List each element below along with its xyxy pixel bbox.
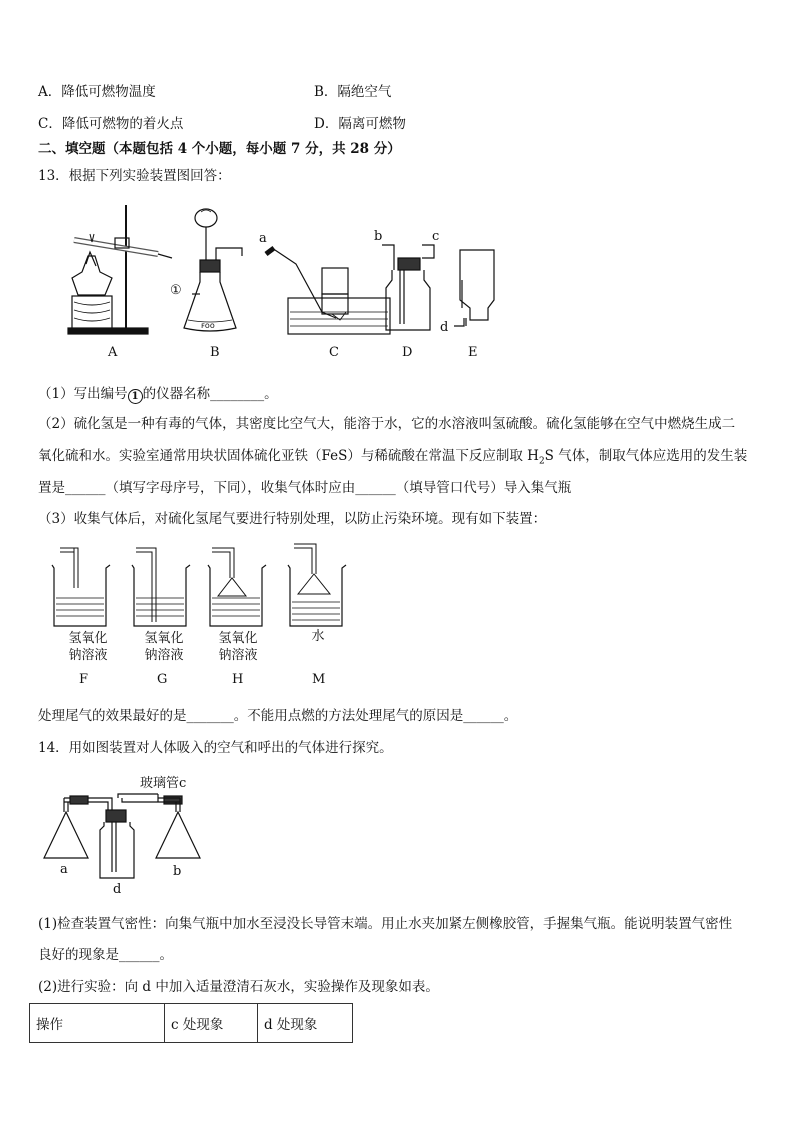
table-header-d: d 处现象 — [258, 1004, 353, 1043]
beaker-g-label-line1: 氢氧化 — [144, 631, 184, 646]
beaker-f-label-line1: 氢氧化 — [68, 631, 108, 646]
apparatus-a — [68, 205, 172, 334]
pipe-label-d: d — [440, 320, 449, 335]
q13-part1 — [38, 385, 278, 404]
q14-label-b: b — [173, 864, 182, 879]
option-a: A．降低可燃物温度 — [38, 84, 156, 100]
apparatus-e — [454, 250, 494, 326]
q14-table — [29, 1003, 353, 1043]
beaker-g-label-line2: 钠溶液 — [144, 648, 184, 663]
q14-part2: (2)进行实验：向 d 中加入适量澄清石灰水，实验操作及现象如表。 — [38, 979, 439, 995]
q13-part1-prefix: （1）写出编号 — [38, 386, 128, 402]
pipe-label-c: c — [432, 229, 440, 244]
beaker-m-label-line1: 水 — [311, 629, 325, 644]
q13-part1-suffix: 的仪器名称________。 — [142, 386, 278, 402]
q14-label-d: d — [113, 882, 122, 897]
fig-label-b: B — [210, 345, 220, 360]
h2s-subscript: 2 — [538, 456, 545, 467]
apparatus-b — [184, 209, 242, 331]
beaker-h-label-line2: 钠溶液 — [218, 648, 258, 663]
fig-label-c: C — [329, 345, 339, 360]
table-header-c: c 处现象 — [165, 1004, 258, 1043]
section-title: 二、填空题（本题包括 4 个小题，每小题 7 分，共 28 分） — [38, 141, 401, 157]
fig-label-d: D — [402, 345, 413, 360]
q13-part2-line2a: 氧化硫和水。实验室通常用块状固体硫化亚铁（FeS）与稀硫酸在常温下反应制取 H — [38, 448, 539, 464]
apparatus-c — [266, 248, 390, 334]
beakers-figure — [40, 540, 350, 635]
q13-part2-line1: （2）硫化氢是一种有毒的气体，其密度比空气大，能溶于水，它的水溶液叫氢硫酸。硫化氢能够在空气中燃烧生成二 — [38, 416, 736, 432]
option-d: D．隔离可燃物 — [314, 116, 406, 132]
beaker-h-label — [208, 630, 268, 664]
q13-stem: 13．根据下列实验装置图回答： — [38, 168, 231, 184]
beaker-g-label — [134, 630, 194, 664]
circle-one-badge: 1 — [128, 389, 143, 404]
beaker-f-label-line2: 钠溶液 — [68, 648, 108, 663]
beaker-letter-g: G — [157, 672, 168, 687]
fig-label-e: E — [468, 345, 478, 360]
table-row — [30, 1004, 353, 1043]
q13-part2-line3: 置是______（填写字母序号，下同），收集气体时应由______（填导管口代号）导入集气瓶 — [38, 480, 572, 496]
beaker-f-label — [58, 630, 118, 664]
svg-text:ꜰᴏᴏ: ꜰᴏᴏ — [201, 321, 215, 330]
beaker-letter-f: F — [79, 672, 89, 687]
option-b: B．隔绝空气 — [314, 84, 392, 100]
beaker-letter-m: M — [312, 672, 326, 687]
beaker-m — [288, 544, 346, 626]
q13-part2-line2b: S 气体，制取气体应选用的发生装 — [544, 448, 748, 464]
q13-apparatus-figure — [60, 200, 510, 365]
circle-number-1: ① — [170, 283, 182, 298]
beaker-letter-h: H — [232, 672, 244, 687]
pipe-label-a: a — [259, 231, 267, 246]
q13-part3-answer: 处理尾气的效果最好的是_______。不能用点燃的方法处理尾气的原因是______。 — [38, 708, 518, 724]
beaker-m-label — [288, 628, 348, 645]
table-header-operation: 操作 — [30, 1004, 165, 1043]
q14-stem: 14．用如图装置对人体吸入的空气和呼出的气体进行探究。 — [38, 740, 393, 756]
q14-part1-line1: (1)检查装置气密性：向集气瓶中加水至浸没长导管末端。用止水夹加紧左侧橡胶管，手握集气瓶。能说明装置气密性 — [38, 916, 733, 932]
q14-label-a: a — [60, 862, 68, 877]
fig-label-a: A — [108, 345, 118, 360]
q14-part1-line2: 良好的现象是______。 — [38, 947, 173, 963]
pipe-label-b: b — [374, 229, 383, 244]
option-c: C．降低可燃物的着火点 — [38, 116, 184, 132]
beaker-h-label-line1: 氢氧化 — [218, 631, 258, 646]
q13-part2-line2 — [38, 447, 747, 471]
beaker-f — [52, 548, 110, 626]
glass-tube-c-label: 玻璃管c — [140, 776, 187, 791]
q13-part3: （3）收集气体后，对硫化氢尾气要进行特别处理，以防止污染环境。现有如下装置： — [38, 511, 547, 527]
beaker-h — [208, 548, 266, 626]
beaker-g — [132, 548, 190, 626]
